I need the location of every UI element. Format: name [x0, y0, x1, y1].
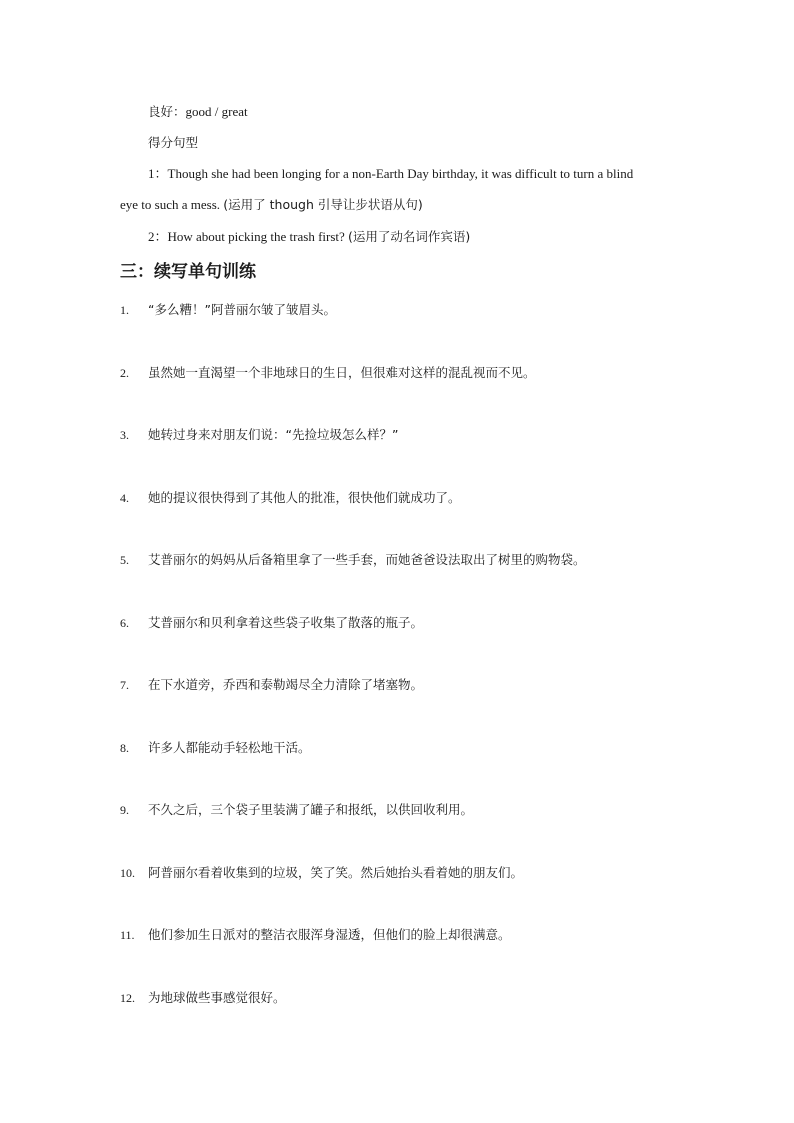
- pattern-1-text: Though she had been longing for a non-Earth Day birthday, it was difficult to turn a blind: [167, 166, 634, 181]
- exercise-item: [120, 865, 523, 881]
- exercise-item-text: 艾普丽尔和贝利拿着这些袋子收集了散落的瓶子。: [148, 615, 424, 630]
- sentence-patterns-heading: 得分句型: [148, 135, 199, 150]
- exercise-item: [120, 990, 286, 1006]
- exercise-item-text: 她的提议很快得到了其他人的批准，很快他们就成功了。: [148, 490, 461, 505]
- exercise-item-number: 5.: [120, 553, 129, 567]
- exercise-item-number: 4.: [120, 491, 129, 505]
- pattern-1-line-2: [120, 197, 423, 213]
- exercise-item-text: 许多人都能动手轻松地干活。: [148, 740, 311, 755]
- exercise-item: [120, 740, 311, 756]
- pattern-1-line-1: [148, 166, 633, 182]
- exercise-item: [120, 427, 398, 443]
- exercise-item: [120, 615, 423, 631]
- exercise-item-number: 9.: [120, 803, 129, 817]
- exercise-item-number: 3.: [120, 428, 129, 442]
- exercise-item-text: 她转过身来对朋友们说：“先捡垃圾怎么样？”: [148, 427, 399, 442]
- exercise-item: [120, 927, 511, 943]
- exercise-item-text: 阿普丽尔看着收集到的垃圾，笑了笑。然后她抬头看着她的朋友们。: [148, 865, 524, 880]
- pattern-1-text-continued: eye to such a mess.: [120, 197, 221, 212]
- exercise-item-text: 艾普丽尔的妈妈从后备箱里拿了一些手套，而她爸爸设法取出了树里的购物袋。: [148, 552, 586, 567]
- exercise-item-number: 11.: [120, 928, 135, 942]
- exercise-item-text: 不久之后，三个袋子里装满了罐子和报纸，以供回收利用。: [148, 802, 474, 817]
- exercise-item-number: 10.: [120, 866, 135, 880]
- exercise-item-number: 7.: [120, 678, 129, 692]
- pattern-1-number: 1：: [148, 166, 168, 181]
- pattern-1-note: (运用了 though 引导让步状语从句): [223, 197, 423, 212]
- exercise-item: [120, 802, 473, 818]
- good-line: [148, 104, 248, 120]
- exercise-item-number: 6.: [120, 616, 129, 630]
- pattern-2-number: 2：: [148, 229, 168, 244]
- pattern-2-text: How about picking the trash first?: [167, 229, 345, 244]
- exercise-item-text: 虽然她一直渴望一个非地球日的生日，但很难对这样的混乱视而不见。: [148, 365, 536, 380]
- exercise-item: [120, 677, 423, 693]
- exercise-item: [120, 365, 536, 381]
- pattern-2-note: (运用了动名词作宾语): [348, 229, 471, 244]
- exercise-item-number: 8.: [120, 741, 129, 755]
- exercise-item-text: 在下水道旁，乔西和泰勒竭尽全力清除了堵塞物。: [148, 677, 424, 692]
- exercise-item: [120, 552, 586, 568]
- exercise-item: [120, 302, 336, 318]
- exercise-section-title: 三：续写单句训练: [120, 262, 256, 282]
- pattern-2-line: [148, 229, 470, 245]
- exercise-item-number: 12.: [120, 991, 135, 1005]
- exercise-item-number: 1.: [120, 303, 129, 317]
- exercise-item-text: 为地球做些事感觉很好。: [148, 990, 286, 1005]
- exercise-item-text: “多么糟！”阿普丽尔皱了皱眉头。: [148, 302, 336, 317]
- good-value: good / great: [185, 104, 248, 119]
- exercise-item-text: 他们参加生日派对的整洁衣服浑身湿透，但他们的脸上却很满意。: [148, 927, 511, 942]
- exercise-item-number: 2.: [120, 366, 129, 380]
- exercise-item: [120, 490, 461, 506]
- good-label: 良好：: [148, 104, 186, 119]
